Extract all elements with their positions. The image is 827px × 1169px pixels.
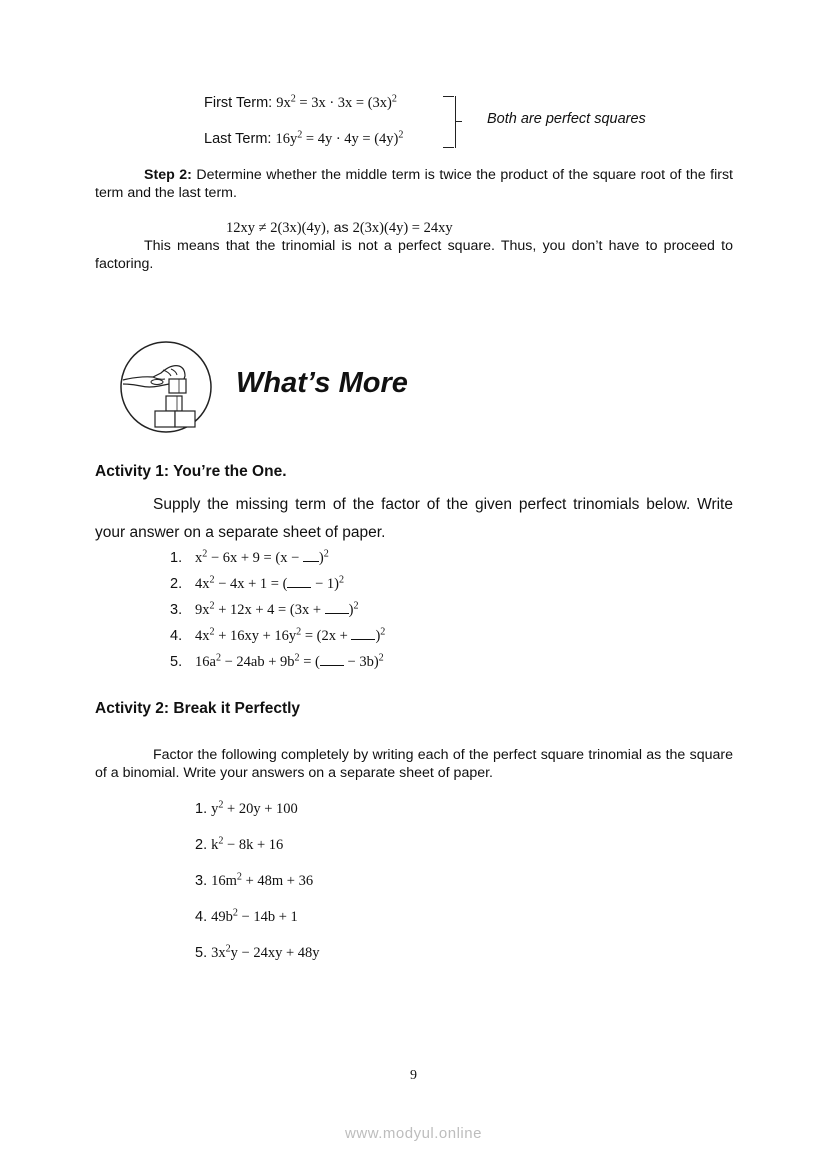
- equation-left: 12xy ≠ 2(3x)(4y): [226, 220, 326, 236]
- list-item: 4. $4x^2 + 16xy + 16y^2 = (2x + )^2$: [170, 626, 386, 645]
- right-brace: [443, 96, 456, 148]
- item-expression: $4x^2 + 16xy + 16y^2 = (2x + )^2$: [195, 626, 386, 645]
- list-item: 2. $k^2 - 8k + 16$: [195, 835, 284, 853]
- last-term-line: [204, 131, 403, 148]
- item-expression: $y^2 + 20y + 100$: [211, 799, 298, 817]
- page-number: 9: [410, 1068, 417, 1083]
- step2-text: Determine whether the middle term is twice the product of the square root of the first term and the last term.: [95, 167, 733, 201]
- answer-blank: [287, 574, 311, 588]
- last-term-expression: $16y^2 = 4y \cdot 4y = (4y)^2$: [275, 129, 404, 147]
- answer-blank: [351, 626, 375, 640]
- activity2-list: [195, 800, 320, 980]
- item-expression: $k^2 - 8k + 16$: [211, 835, 284, 853]
- first-term-expression: $9x^2 = 3x \cdot 3x = (3x)^2$: [276, 93, 397, 111]
- brace-tick: [456, 121, 462, 122]
- list-item: 2. $4x^2 - 4x + 1$ = ( − 1)$^2$: [170, 574, 345, 593]
- first-term-line: [204, 95, 397, 112]
- first-term-label: First Term:: [204, 95, 273, 111]
- answer-blank: [325, 600, 349, 614]
- item-expression: $16a^2 - 24ab + 9b^2$ = ( − 3b)$^2$: [195, 652, 384, 671]
- item-expression: $4x^2 - 4x + 1$ = ( − 1)$^2$: [195, 574, 345, 593]
- step2-conclusion: This means that the trinomial is not a perfect square. Thus, you don’t have to proceed to factoring.: [95, 238, 733, 272]
- list-item: 4. $49b^2 - 14b + 1$: [195, 907, 298, 925]
- step2-paragraph: [95, 166, 733, 202]
- list-item: 3. $16m^2 + 48m + 36$: [195, 871, 314, 889]
- activity1-title: Activity 1: You’re the One.: [95, 463, 287, 480]
- list-item: 1. $x^2 - 6x + 9 = (x - )^2$: [170, 548, 329, 567]
- watermark: www.modyul.online: [345, 1125, 482, 1142]
- activity2-instructions: Factor the following completely by writing each of the perfect square trinomial as the square of a binomial. Write your answers on a separate sheet of paper.: [95, 747, 733, 781]
- activity1-list: [170, 548, 385, 678]
- step2-label: Step 2:: [144, 167, 192, 183]
- item-expression: $3x^2y - 24xy + 48y$: [211, 943, 320, 961]
- last-term-label: Last Term:: [204, 131, 272, 147]
- list-item: 5. $16a^2 - 24ab + 9b^2$ = ( − 3b)$^2$: [170, 652, 384, 671]
- answer-blank: [303, 548, 319, 562]
- activity2-title: Activity 2: Break it Perfectly: [95, 700, 301, 717]
- activity1-instructions: Supply the missing term of the factor of the given perfect trinomials below. Write your answer on a separate sheet of paper.: [95, 496, 733, 541]
- item-expression: $x^2 - 6x + 9 = (x - )^2$: [195, 548, 329, 567]
- brace-note: Both are perfect squares: [487, 111, 646, 127]
- list-item: 1. $y^2 + 20y + 100$: [195, 799, 298, 817]
- equation-right: 2(3x)(4y) = 24xy: [352, 220, 453, 236]
- list-item: 3. $9x^2 + 12x + 4 = (3x + )^2$: [170, 600, 359, 619]
- item-expression: $9x^2 + 12x + 4 = (3x + )^2$: [195, 600, 359, 619]
- hand-stacking-blocks-icon: [119, 340, 213, 434]
- item-expression: $16m^2 + 48m + 36$: [211, 871, 314, 889]
- step2-equation: [226, 219, 453, 237]
- equation-mid: , as: [325, 220, 353, 236]
- item-expression: $49b^2 - 14b + 1$: [211, 907, 298, 925]
- list-item: 5. $3x^2y - 24xy + 48y$: [195, 943, 320, 961]
- section-title: What’s More: [236, 367, 408, 399]
- answer-blank: [320, 652, 344, 666]
